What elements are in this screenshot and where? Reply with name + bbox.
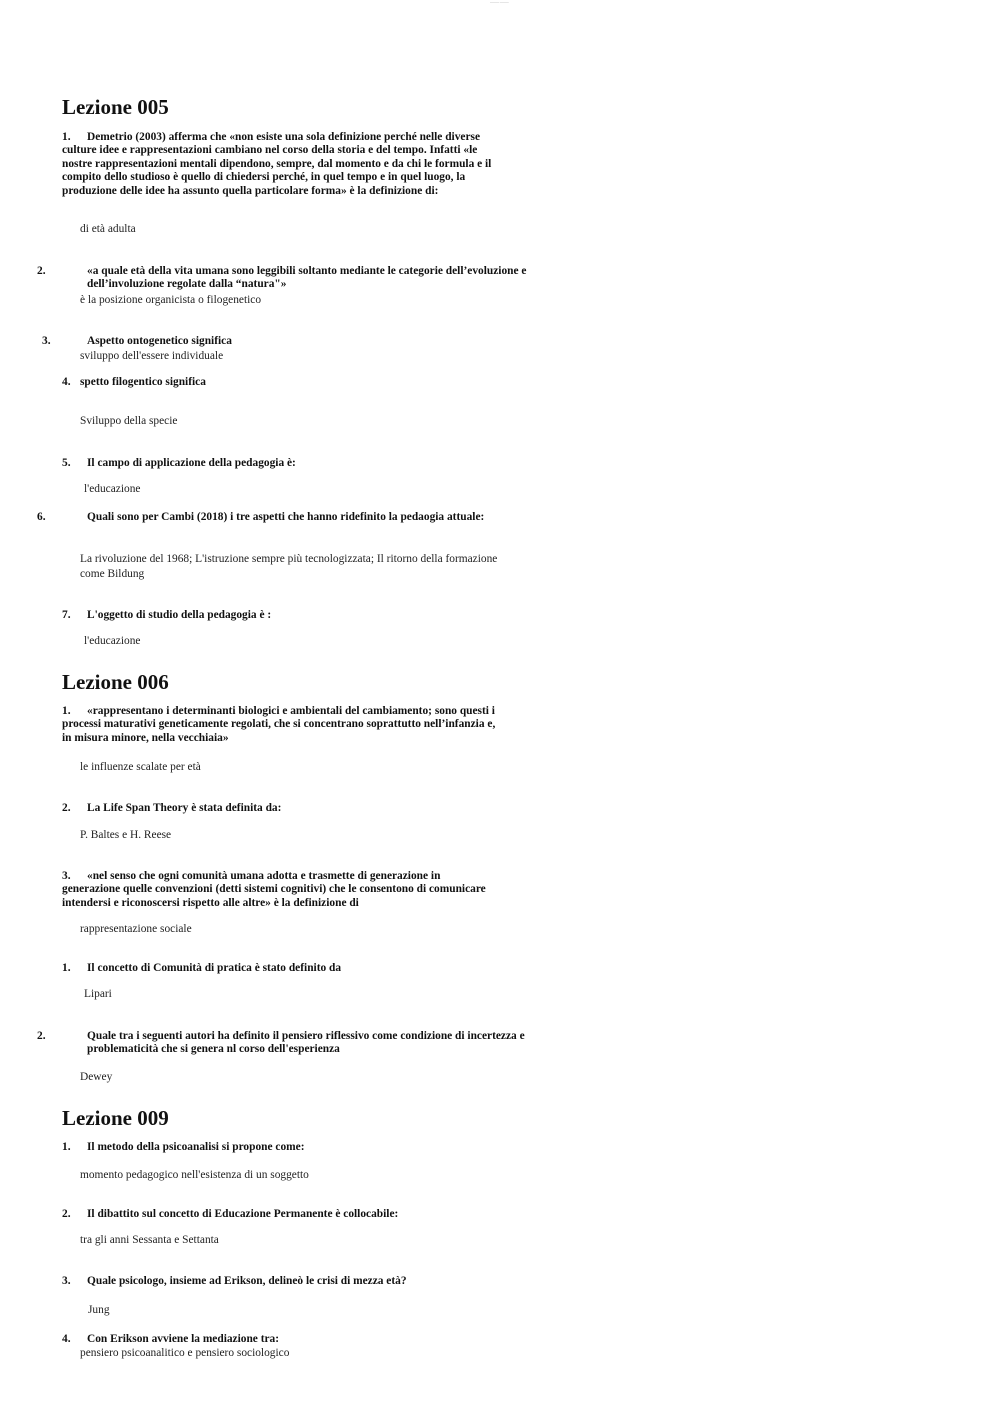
question-text <box>37 1030 532 1057</box>
answer-text: Jung <box>88 1304 110 1316</box>
answer-text: Sviluppo della specie <box>80 415 178 427</box>
answer-text: l'educazione <box>84 483 141 495</box>
question-text <box>62 457 512 470</box>
question-text <box>62 802 512 815</box>
question-body: Quale psicologo, insieme ad Erikson, delineò le crisi di mezza età? <box>87 1275 407 1287</box>
question-number: 6. <box>37 511 46 523</box>
question-number: 2. <box>62 1208 71 1220</box>
answer-text: La rivoluzione del 1968; L'istruzione sempre più tecnologizzata; Il ritorno della formazione come Bildung <box>80 553 498 580</box>
question-number: 3. <box>42 335 51 347</box>
answer-text: è la posizione organicista o filogenetico <box>80 294 262 306</box>
question-body: Aspetto ontogenetico significa <box>87 335 232 347</box>
question-number: 3. <box>62 1275 71 1287</box>
question-body: Il dibattito sul concetto di Educazione Permanente è collocabile: <box>87 1208 399 1220</box>
question-text <box>62 705 507 745</box>
question-text <box>62 376 512 389</box>
question-text <box>62 1141 512 1154</box>
question-body: «rappresentano i determinanti biologici e ambientali del cambiamento; sono questi i processi maturativi geneticamente regolati, che si concentrano soprattutto nell’infanzia e, in misura minore, nella vecchiaia» <box>62 705 496 744</box>
question-number: 3. <box>62 870 71 882</box>
answer-text: Lipari <box>84 988 112 1000</box>
question-number: 2. <box>62 802 71 814</box>
question-number: 7. <box>62 609 71 621</box>
question-body: L'oggetto di studio della pedagogia è : <box>87 609 272 621</box>
answer-text: Dewey <box>80 1071 113 1083</box>
section-title: Lezione 005 <box>62 95 169 119</box>
question-body: Demetrio (2003) afferma che «non esiste una sola definizione perché nelle diverse culture idee e rappresentazioni cambiano nel corso della storia e del tempo. Infatti «le nostre rappresentazioni mentali dipendono, sempre, dal momento e da chi le formula e il compito dello studioso è quello di chiedersi perché, in quel tempo e in quel luogo, la produzione delle idee ha assunto quella particolare forma» è la definizione di: <box>62 131 492 197</box>
answer-text: pensiero psicoanalitico e pensiero sociologico <box>80 1347 290 1359</box>
answer-text: P. Baltes e H. Reese <box>80 829 172 841</box>
question-body: Quale tra i seguenti autori ha definito il pensiero riflessivo come condizione di incertezza e problematicità che si genera nl corso dell'esperienza <box>87 1030 525 1056</box>
question-body: Il metodo della psicoanalisi si propone come: <box>87 1141 305 1153</box>
question-number: 1. <box>62 705 71 717</box>
question-body: Il concetto di Comunità di pratica è stato definito da <box>87 962 342 974</box>
question-text <box>42 335 492 348</box>
question-text <box>62 1275 512 1288</box>
question-number: 1. <box>62 131 71 143</box>
answer-text: le influenze scalate per età <box>80 761 201 773</box>
question-number: 2. <box>37 265 46 277</box>
question-text <box>37 265 537 292</box>
answer-text: l'educazione <box>84 635 141 647</box>
answer-text: tra gli anni Sessanta e Settanta <box>80 1234 219 1246</box>
question-text <box>62 609 512 622</box>
question-number: 4. <box>62 376 71 388</box>
question-text <box>62 962 512 975</box>
answer-text: sviluppo dell'essere individuale <box>80 350 224 362</box>
question-number: 1. <box>62 1141 71 1153</box>
question-body: spetto filogentico significa <box>80 376 206 388</box>
answer-text: di età adulta <box>80 223 136 235</box>
answer-text: rappresentazione sociale <box>80 923 192 935</box>
question-body: Il campo di applicazione della pedagogia è: <box>87 457 296 469</box>
question-text <box>62 870 487 910</box>
question-number: 5. <box>62 457 71 469</box>
section-title: Lezione 006 <box>62 670 169 694</box>
question-text <box>62 1208 512 1221</box>
question-text <box>37 511 537 524</box>
question-body: «a quale età della vita umana sono leggibili soltanto mediante le categorie dell’evoluzione e dell’involuzione regolate dalla “natura"» <box>87 265 527 291</box>
answer-text: momento pedagogico nell'esistenza di un soggetto <box>80 1169 309 1181</box>
question-body: Con Erikson avviene la mediazione tra: <box>87 1333 280 1345</box>
question-body: La Life Span Theory è stata definita da: <box>87 802 282 814</box>
section-title: Lezione 009 <box>62 1106 169 1130</box>
question-number: 2. <box>37 1030 46 1042</box>
question-text <box>62 131 502 198</box>
header-mark: ——— ——— <box>490 0 509 4</box>
question-body: Quali sono per Cambi (2018) i tre aspetti che hanno ridefinito la pedaogia attuale: <box>87 511 485 523</box>
question-text <box>62 1333 512 1346</box>
question-number: 4. <box>62 1333 71 1345</box>
question-number: 1. <box>62 962 71 974</box>
question-body: «nel senso che ogni comunità umana adotta e trasmette di generazione in generazione quelle convenzioni (detti sistemi cognitivi) che le consentono di comunicare intendersi e riconoscersi rispetto alle altre» è la definizione di <box>62 870 486 909</box>
